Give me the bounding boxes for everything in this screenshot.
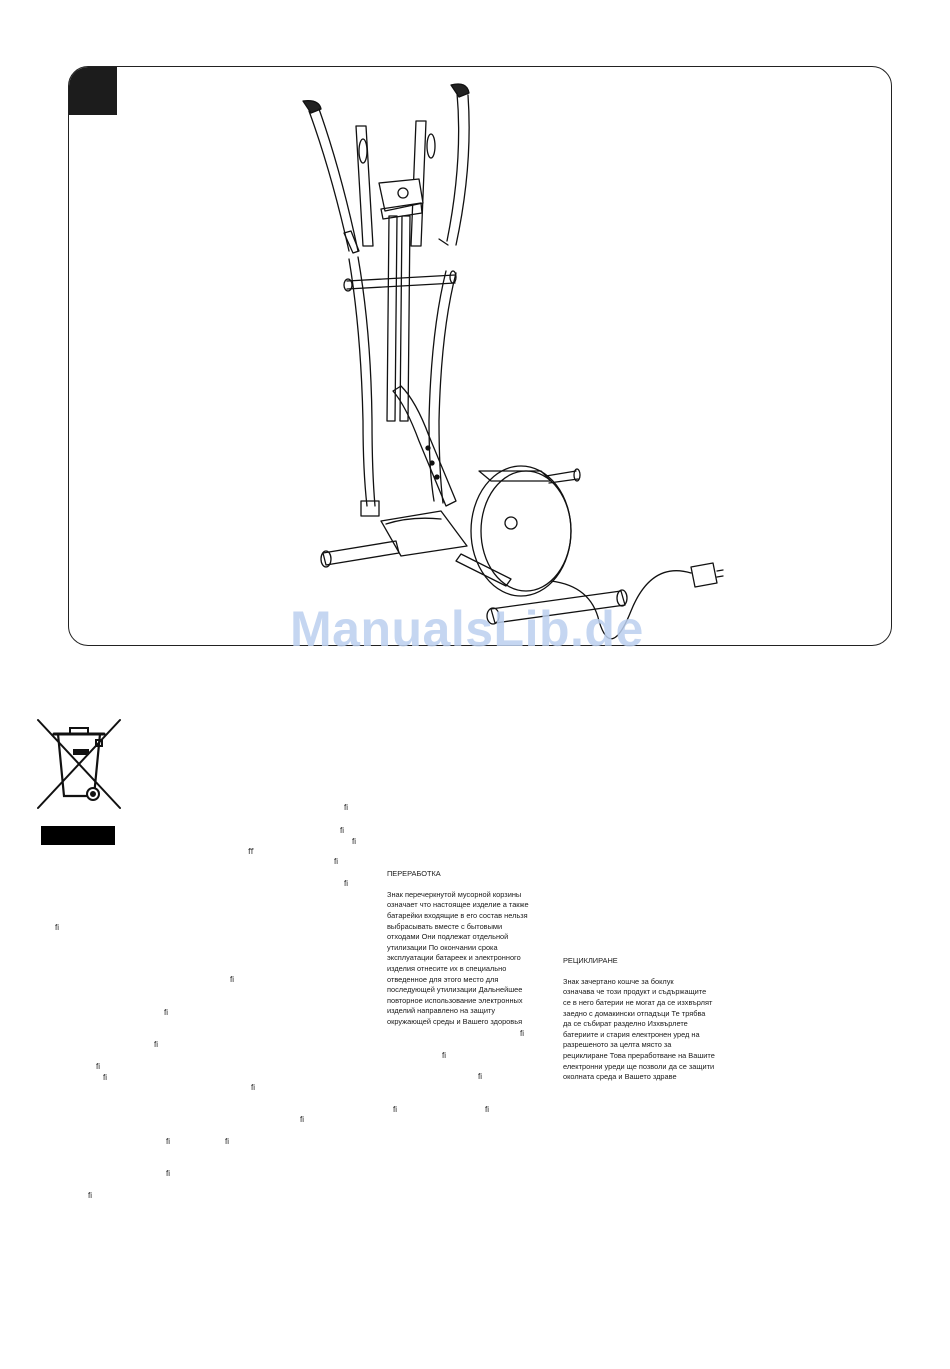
ligature-glyph: ﬁ — [225, 1137, 229, 1146]
recycling-text-russian — [387, 858, 557, 1028]
ligature-glyph: ﬁ — [344, 879, 348, 888]
ligature-glyph: ﬁ — [442, 1051, 446, 1060]
ligature-glyph: ﬁ — [520, 1029, 524, 1038]
ligature-glyph: ﬁ — [154, 1040, 158, 1049]
recycling-heading-bg: РЕЦИКЛИРАНЕ — [563, 955, 618, 965]
ligature-glyph: ﬁ — [334, 857, 338, 866]
recycling-body-ru: Знак перечеркнутой мусорной корзины означает что настоящее изделие а также батарейки входящие в его состав нельзя выбрасывать вместе с бытовыми отходами Они подлежат отдельной утилизации По окончании срока эксплуатации батареек и электронного изделия отнесите их в специально отведенное для этого место для последующей утилизации Дальнейшее повторное использование электронных изделий направлено на защиту окружающей среды и Вашего здоровья — [387, 889, 529, 1026]
recycling-text-bulgarian — [563, 945, 738, 1083]
black-label-bar — [41, 826, 115, 845]
ligature-glyph: ﬁ — [485, 1105, 489, 1114]
illustration-panel — [68, 66, 892, 646]
ligature-glyph: ﬁ — [393, 1105, 397, 1114]
ligature-glyph: ﬁ — [166, 1137, 170, 1146]
ligature-glyph: ﬁ — [96, 1062, 100, 1071]
crossed-out-bin-icon — [34, 718, 124, 812]
ligature-glyph: ﬁ — [340, 826, 344, 835]
ligature-glyph: ﬁ — [88, 1191, 92, 1200]
ligature-glyph: ﬁ — [230, 975, 234, 984]
ligature-glyph: ﬁ — [103, 1073, 107, 1082]
ligature-glyph: ﬁ — [478, 1072, 482, 1081]
recycling-body-bg: Знак зачертано кошче за боклук означава че този продукт и съдържащите се в него батерии не могат да се изхвърлят заедно с домакински отпадъци Те трябва да се събират разделно Изхвърлете батериите и стария електронен уред на разрешеното за целта място за рециклиране Това преработване на Вашите електронни уреди ще позволи да се защити околната среда и Вашето здраве — [563, 976, 715, 1082]
recycling-heading-ru: ПЕРЕРАБОТКА — [387, 868, 441, 878]
elliptical-trainer-illustration — [69, 67, 892, 646]
ligature-glyph: ﬁ — [344, 803, 348, 812]
watermark-text: ManualsLib.de — [290, 601, 644, 657]
ligature-glyph: ﬁ — [352, 837, 356, 846]
ligature-glyph: ﬁ — [166, 1169, 170, 1178]
ligature-glyph: ﬁ — [164, 1008, 168, 1017]
ligature-glyph: ﬁ — [55, 923, 59, 932]
ligature-glyph: ﬁ — [251, 1083, 255, 1092]
ligature-glyph: ﬀ — [248, 847, 254, 856]
ligature-glyph: ﬁ — [300, 1115, 304, 1124]
